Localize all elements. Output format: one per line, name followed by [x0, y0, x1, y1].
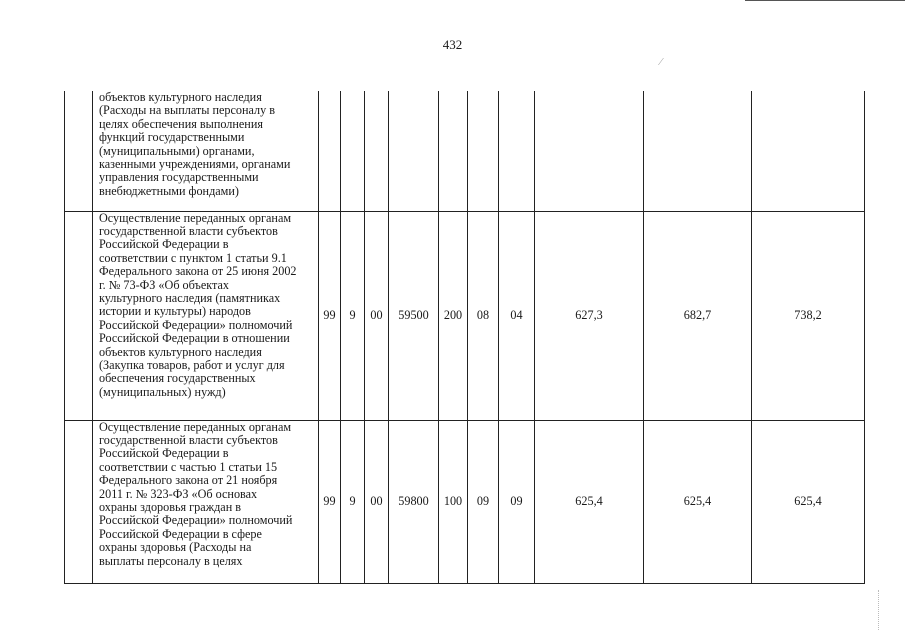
row-blank-cell: [65, 420, 93, 583]
budget-table: [64, 91, 865, 584]
amount-year-1: [535, 91, 644, 211]
amount-year-2: 682,7: [644, 211, 752, 420]
scan-edge-line: [745, 0, 905, 1]
code-main-event: 00: [365, 420, 389, 583]
amount-year-3: 625,4: [752, 420, 865, 583]
code-section: [468, 91, 499, 211]
code-expense-type: [439, 91, 468, 211]
code-expense-type: 200: [439, 211, 468, 420]
table-row: [65, 211, 865, 420]
code-subsection: 09: [499, 420, 535, 583]
row-description: объектов культурного наследия (Расходы на выплаты персоналу в целях обеспечения выполнения функций государственными (муниципальными) органами, казенными учреждениями, органами управления государственными внебюджетными фондами): [93, 91, 319, 211]
code-section: 09: [468, 420, 499, 583]
code-subprogram: [341, 91, 365, 211]
code-program: 99: [319, 211, 341, 420]
amount-year-3: [752, 91, 865, 211]
code-program: 99: [319, 420, 341, 583]
code-subprogram: 9: [341, 420, 365, 583]
row-description: Осуществление переданных органам государственной власти субъектов Российской Федерации в соответствии с пунктом 1 статьи 9.1 Федерального закона от 25 июня 2002 г. № 73-ФЗ «Об объектах культурного наследия (памятниках истории и культуры) народов Российской Федерации» полномочий Российской Федерации в отношении объектов культурного наследия (Закупка товаров, работ и услуг для обеспечения государственных (муниципальных) нужд): [93, 211, 319, 420]
amount-year-3: 738,2: [752, 211, 865, 420]
amount-year-1: 627,3: [535, 211, 644, 420]
code-direction: 59500: [389, 211, 439, 420]
code-main-event: [365, 91, 389, 211]
page-number: 432: [442, 37, 463, 52]
amount-year-1: 625,4: [535, 420, 644, 583]
amount-year-2: [644, 91, 752, 211]
code-expense-type: 100: [439, 420, 468, 583]
scan-mark: ⁄: [660, 56, 662, 68]
code-section: 08: [468, 211, 499, 420]
table-row: [65, 91, 865, 211]
row-blank-cell: [65, 211, 93, 420]
code-program: [319, 91, 341, 211]
row-description: Осуществление переданных органам государственной власти субъектов Российской Федерации в соответствии с частью 1 статьи 15 Федерального закона от 21 ноября 2011 г. № 323-ФЗ «Об основах охраны здоровья граждан в Российской Федерации» полномочий Российской Федерации в сфере охраны здоровья (Расходы на выплаты персоналу в целях: [93, 420, 319, 583]
code-subprogram: 9: [341, 211, 365, 420]
code-subsection: [499, 91, 535, 211]
code-direction: 59800: [389, 420, 439, 583]
scan-margin-dots: [878, 590, 880, 630]
code-direction: [389, 91, 439, 211]
row-blank-cell: [65, 91, 93, 211]
code-main-event: 00: [365, 211, 389, 420]
amount-year-2: 625,4: [644, 420, 752, 583]
table-row: [65, 420, 865, 583]
code-subsection: 04: [499, 211, 535, 420]
